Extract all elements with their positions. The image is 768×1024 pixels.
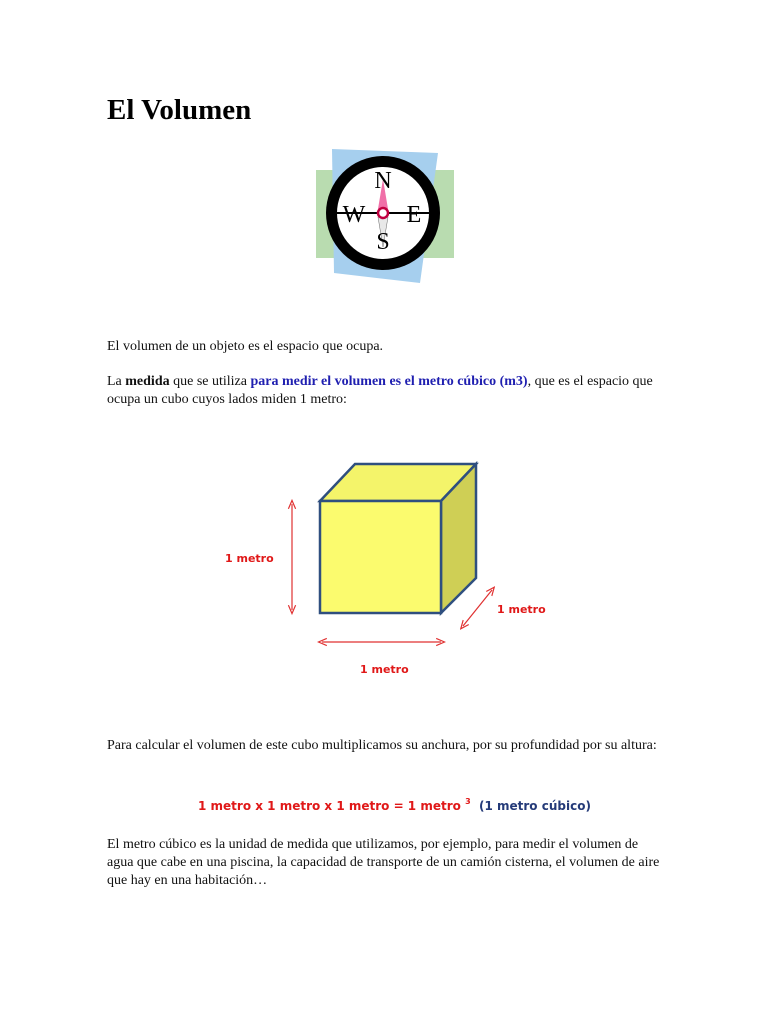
cube-front-face xyxy=(320,501,441,613)
depth-arrow xyxy=(463,590,492,626)
compass-s-label: S xyxy=(376,229,390,255)
width-label: 1 metro xyxy=(360,663,409,676)
compass-n-label: N xyxy=(374,168,392,194)
definition-paragraph xyxy=(107,373,667,409)
depth-label: 1 metro xyxy=(497,603,546,616)
formula-exponent: 3 xyxy=(465,797,471,806)
definition-bold-term: medida xyxy=(125,374,170,389)
definition-part-1: La xyxy=(107,374,126,389)
definition-highlight: para medir el volumen es el metro cúbico (m3) xyxy=(250,374,528,389)
formula-expression: 1 metro x 1 metro x 1 metro = 1 metro xyxy=(198,799,461,813)
definition-part-3: , que es el espacio que ocupa un cubo cuyos lados miden 1 metro: xyxy=(107,374,653,407)
compass-w-label: W xyxy=(342,202,366,228)
formula-note: (1 metro cúbico) xyxy=(479,799,591,813)
compass-icon xyxy=(310,145,460,285)
intro-paragraph: El volumen de un objeto es el espacio que ocupa. xyxy=(107,339,384,354)
height-label: 1 metro xyxy=(225,552,274,565)
calculation-paragraph: Para calcular el volumen de este cubo multiplicamos su anchura, por su profundidad por su altura: xyxy=(107,738,657,753)
cube-diagram xyxy=(210,450,570,690)
volume-formula xyxy=(198,793,591,815)
closing-paragraph: El metro cúbico es la unidad de medida que utilizamos, por ejemplo, para medir el volumen de agua que cabe en una piscina, la capacidad de transporte de un camión cisterna, el volumen de aire que hay en una habitación… xyxy=(107,837,660,888)
definition-part-2: que se utiliza xyxy=(169,374,251,389)
compass-e-label: E xyxy=(406,202,422,228)
page-title: El Volumen xyxy=(107,94,252,126)
